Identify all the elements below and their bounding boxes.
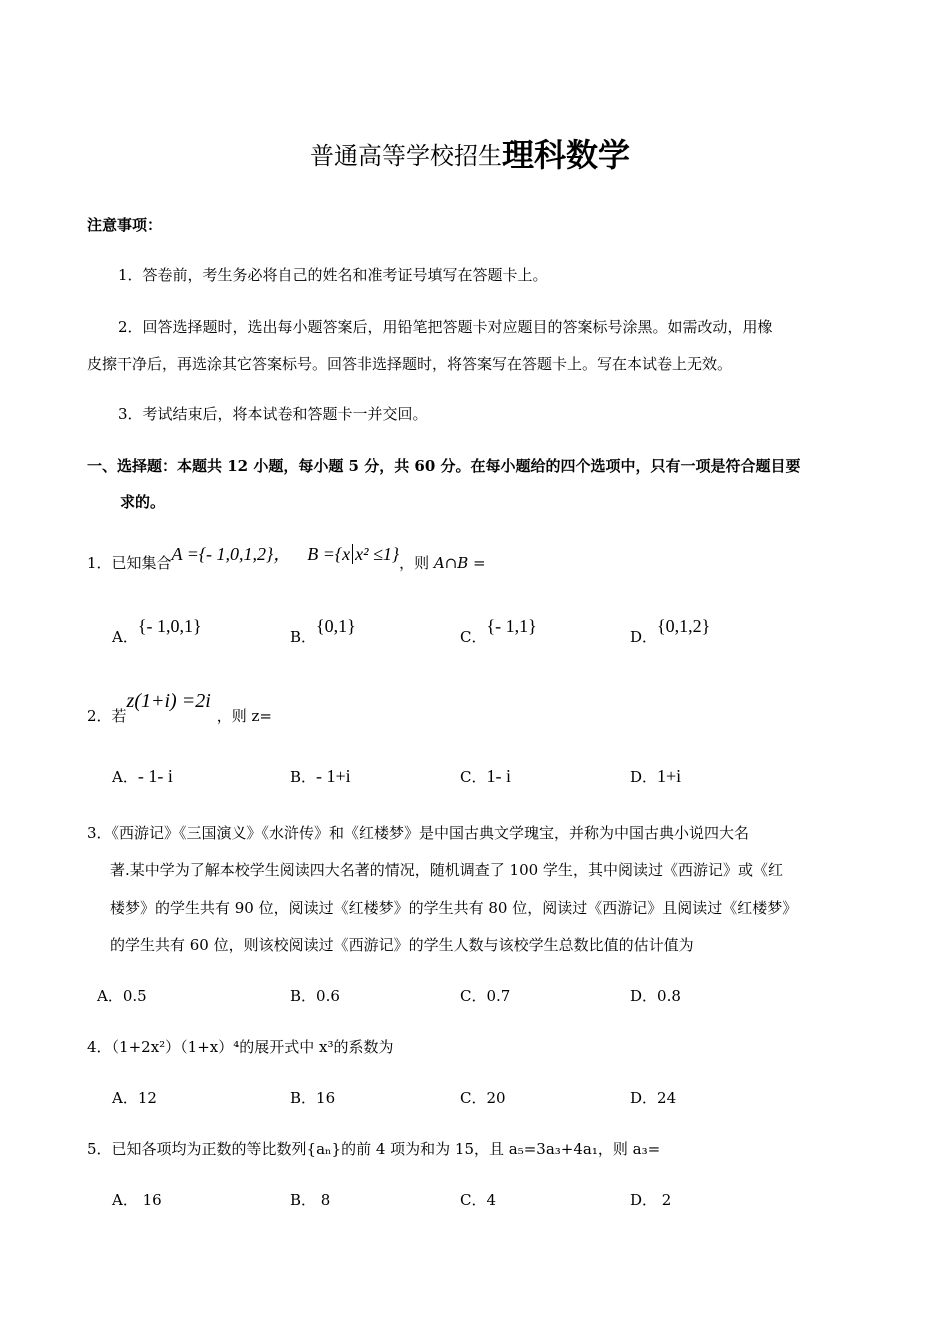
option-label: C． [460,987,487,1005]
title-main: 理科数学 [502,136,631,174]
question-1-option-c[interactable] [460,616,537,647]
option-label: D． [630,1089,658,1107]
option-value: {- 1,1} [486,616,537,636]
option-label: D． [630,628,658,646]
option-value: 12 [137,1089,157,1107]
option-label: D． [630,768,658,786]
option-value: 24 [657,1089,677,1107]
question-2-number: 2．若 [87,707,127,725]
option-value: 1- i [486,766,511,786]
question-3-line-3: 楼梦》的学生共有 90 位，阅读过《红楼梦》的学生共有 80 位，阅读过《西游记》且阅读过《红楼梦》 [110,899,798,917]
option-value: - 1+i [316,766,351,786]
notice-item-2-line-1: 2．回答选择题时，选出每小题答案后，用铅笔把答题卡对应题目的答案标号涂黑。如需改动，用橡 [118,318,773,336]
option-label: A． [112,1089,138,1107]
option-value: 20 [486,1089,506,1107]
section-heading-line-2: 求的。 [120,493,166,511]
question-2-option-b[interactable] [290,766,351,787]
notice-item-3: 3．考试结束后，将本试卷和答题卡一并交回。 [118,405,428,423]
question-5-option-d[interactable] [630,1189,671,1210]
question-2 [87,690,272,726]
page-title [310,130,630,174]
option-value: 4 [486,1191,497,1209]
option-label: D． [630,1191,658,1209]
question-4-option-b[interactable] [290,1087,335,1108]
set-builder-bar [352,544,353,564]
option-label: B． [290,1089,317,1107]
option-label: A． [112,628,138,646]
option-value: - 1- i [137,766,173,786]
notice-item-2-line-2: 皮擦干净后，再选涂其它答案标号。回答非选择题时，将答案写在答题卡上。写在本试卷上无效。 [87,355,733,373]
question-1-set-b-left: B ={x [307,544,351,564]
question-1-number: 1．已知集合 [87,554,172,572]
question-1 [87,540,486,573]
option-label: A． [112,768,138,786]
option-value: 16 [316,1089,336,1107]
option-value: 2 [657,1191,672,1209]
question-3-option-a[interactable] [97,985,147,1006]
question-5-option-c[interactable] [460,1189,496,1210]
option-label: B． [290,1191,317,1209]
option-value: 0.6 [316,987,340,1005]
question-2-option-a[interactable] [112,766,173,787]
notice-heading: 注意事项： [87,216,163,234]
option-label: C． [460,1191,487,1209]
option-value: {0,1,2} [657,616,711,636]
question-4-option-d[interactable] [630,1087,676,1108]
question-3-option-b[interactable] [290,985,340,1006]
question-2-expr: z(1+i) =2i [126,690,211,712]
title-prefix: 普通高等学校招生 [310,142,502,170]
question-2-tail: ，则 z= [216,707,273,725]
question-1-set-b-right: x² ≤1} [355,544,400,564]
question-3-option-d[interactable] [630,985,681,1006]
option-label: A． [112,1191,138,1209]
question-3-line-1: 3．《西游记》《三国演义》《水浒传》和《红楼梦》是中国古典文学瑰宝，并称为中国古典小说四大名 [87,824,750,842]
notice-item-1: 1．答卷前，考生务必将自己的姓名和准考证号填写在答题卡上。 [118,266,548,284]
option-value: 0.5 [122,987,147,1005]
option-value: 0.7 [486,987,511,1005]
option-value: {- 1,0,1} [137,616,202,636]
question-5-option-b[interactable] [290,1189,330,1210]
section-heading-line-1: 一、选择题：本题共 12 小题，每小题 5 分，共 60 分。在每小题给的四个选项中，只有一项是符合题目要 [87,457,801,475]
option-label: C． [460,768,487,786]
option-label: C． [460,628,487,646]
option-label: D． [630,987,658,1005]
option-label: B． [290,987,317,1005]
option-label: A． [97,987,123,1005]
question-1-tail-expr: A∩B = [433,554,486,572]
option-label: B． [290,768,317,786]
question-5-option-a[interactable] [112,1189,162,1210]
option-value: 0.8 [657,987,681,1005]
question-2-option-c[interactable] [460,766,511,787]
option-value: 8 [316,1191,331,1209]
question-3-line-2: 著.某中学为了解本校学生阅读四大名著的情况，随机调查了 100 学生，其中阅读过《西游记》或《红 [110,861,783,879]
option-value: {0,1} [316,616,356,636]
question-1-option-b[interactable] [290,616,356,647]
question-3-line-4: 的学生共有 60 位，则该校阅读过《西游记》的学生人数与该校学生总数比值的估计值为 [110,936,694,954]
option-label: B． [290,628,317,646]
question-3-option-c[interactable] [460,985,510,1006]
question-2-option-d[interactable] [630,766,681,787]
question-5: 5．已知各项均为正数的等比数列{aₙ}的前 4 项为和为 15，且 a₅=3a₃+4a₁，则 a₃= [87,1140,661,1158]
question-4-option-a[interactable] [112,1087,157,1108]
option-label: C． [460,1089,487,1107]
question-4-option-c[interactable] [460,1087,506,1108]
question-1-set-a: A ={- 1,0,1,2}， [171,544,292,564]
option-value: 16 [137,1191,162,1209]
question-1-tail-prefix: ，则 [399,554,434,572]
question-1-option-a[interactable] [112,616,202,647]
question-4: 4．（1+2x²）（1+x）⁴的展开式中 x³的系数为 [87,1038,394,1056]
question-1-option-d[interactable] [630,616,710,647]
option-value: 1+i [657,766,682,786]
